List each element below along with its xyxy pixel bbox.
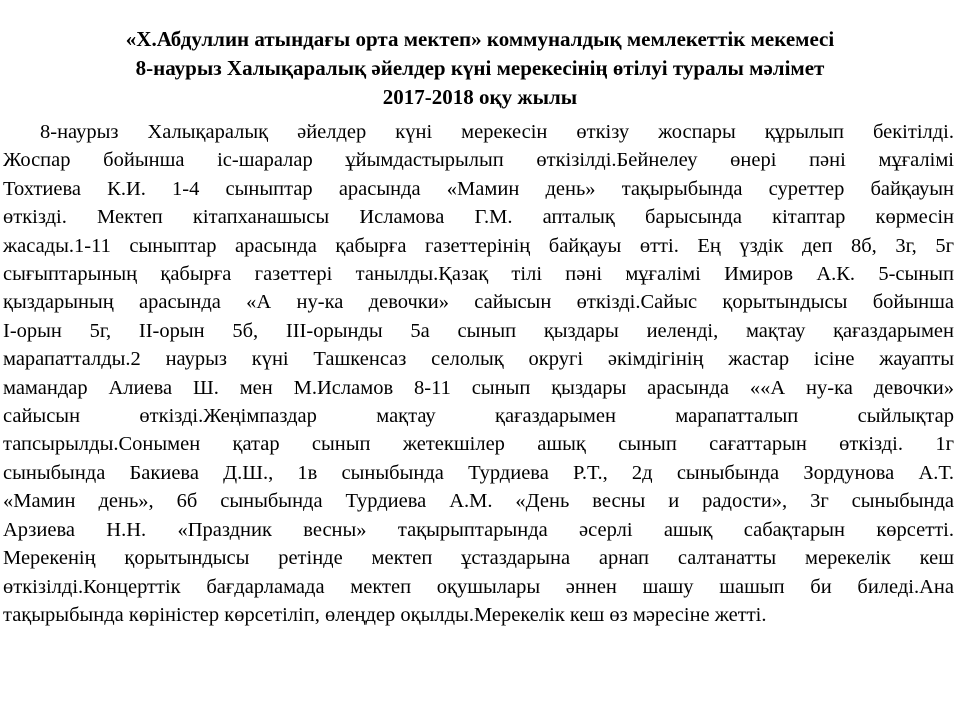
- title-line: 8-наурыз Халықаралық әйелдер күні мерекесінің өтілуі туралы мәлімет: [135, 56, 825, 80]
- body-line: Жоспар бойынша іс-шаралар ұйымдастырылып өткізілді.Бейнелеу өнері пәні мұғалімі: [3, 149, 954, 172]
- title-line: «Х.Абдуллин атындағы орта мектеп» коммуналдық мемлекеттік мекемесі: [125, 27, 835, 51]
- body-line: қыздарының арасында «А ну-ка девочки» сайысын өткізді.Сайыс қорытындысы бойынша: [3, 291, 954, 314]
- body-line: өткізді. Мектеп кітапханашысы Исламова Г.М. апталық барысында кітаптар көрмесін: [3, 206, 954, 229]
- body-line: тапсырылды.Сонымен қатар сынып жетекшілер ашық сынып сағаттарын өткізді. 1г: [3, 433, 954, 456]
- body-line: «Мамин день», 6б сыныбында Турдиева А.М. «День весны и радости», 3г сыныбында: [3, 490, 954, 513]
- body-line: сығыптарының қабырға газеттері танылды.Қазақ тілі пәні мұғалімі Имиров А.К. 5-сынып: [3, 263, 954, 286]
- body-line: сайысын өткізді.Жеңімпаздар мақтау қағаздарымен марапатталып сыйлықтар: [3, 405, 954, 428]
- body-line: І-орын 5г, ІІ-орын 5б, ІІІ-орынды 5а сынып қыздары иеленді, мақтау қағаздарымен: [3, 319, 954, 342]
- document-title: [0, 0, 960, 112]
- body-line: сыныбында Бакиева Д.Ш., 1в сыныбында Турдиева Р.Т., 2д сыныбында Зордунова А.Т.: [3, 461, 954, 484]
- body-line: Тохтиева К.И. 1-4 сыныптар арасында «Мамин день» тақырыбында суреттер байқауын: [3, 177, 954, 200]
- title-line: 2017-2018 оқу жылы: [382, 85, 578, 109]
- body-line: Мерекенің қорытындысы ретінде мектеп ұстаздарына арнап салтанатты мерекелік кеш: [3, 547, 954, 570]
- body-line: марапатталды.2 наурыз күні Ташкенсаз селолық округі әкімдігінің жастар ісіне жауапты: [3, 348, 954, 371]
- body-line: мамандар Алиева Ш. мен М.Исламов 8-11 сынып қыздары арасында ««А ну-ка девочки»: [3, 376, 954, 399]
- document-body: [0, 118, 960, 629]
- body-line: тақырыбында көріністер көрсетіліп, өлеңдер оқылды.Мерекелік кеш өз мәресіне жетті.: [3, 603, 767, 626]
- body-line: өткізілді.Концерттік бағдарламада мектеп оқушылары әннен шашу шашып би биледі.Ана: [3, 575, 954, 598]
- body-line: жасады.1-11 сыныптар арасында қабырға газеттерінің байқауы өтті. Ең үздік деп 8б, 3г, 5г: [3, 234, 954, 257]
- body-line: Арзиева Н.Н. «Праздник весны» тақырыптарында әсерлі ашық сабақтарын көрсетті.: [3, 518, 954, 541]
- body-line: 8-наурыз Халықаралық әйелдер күні мерекесін өткізу жоспары құрылып бекітілді.: [40, 121, 954, 143]
